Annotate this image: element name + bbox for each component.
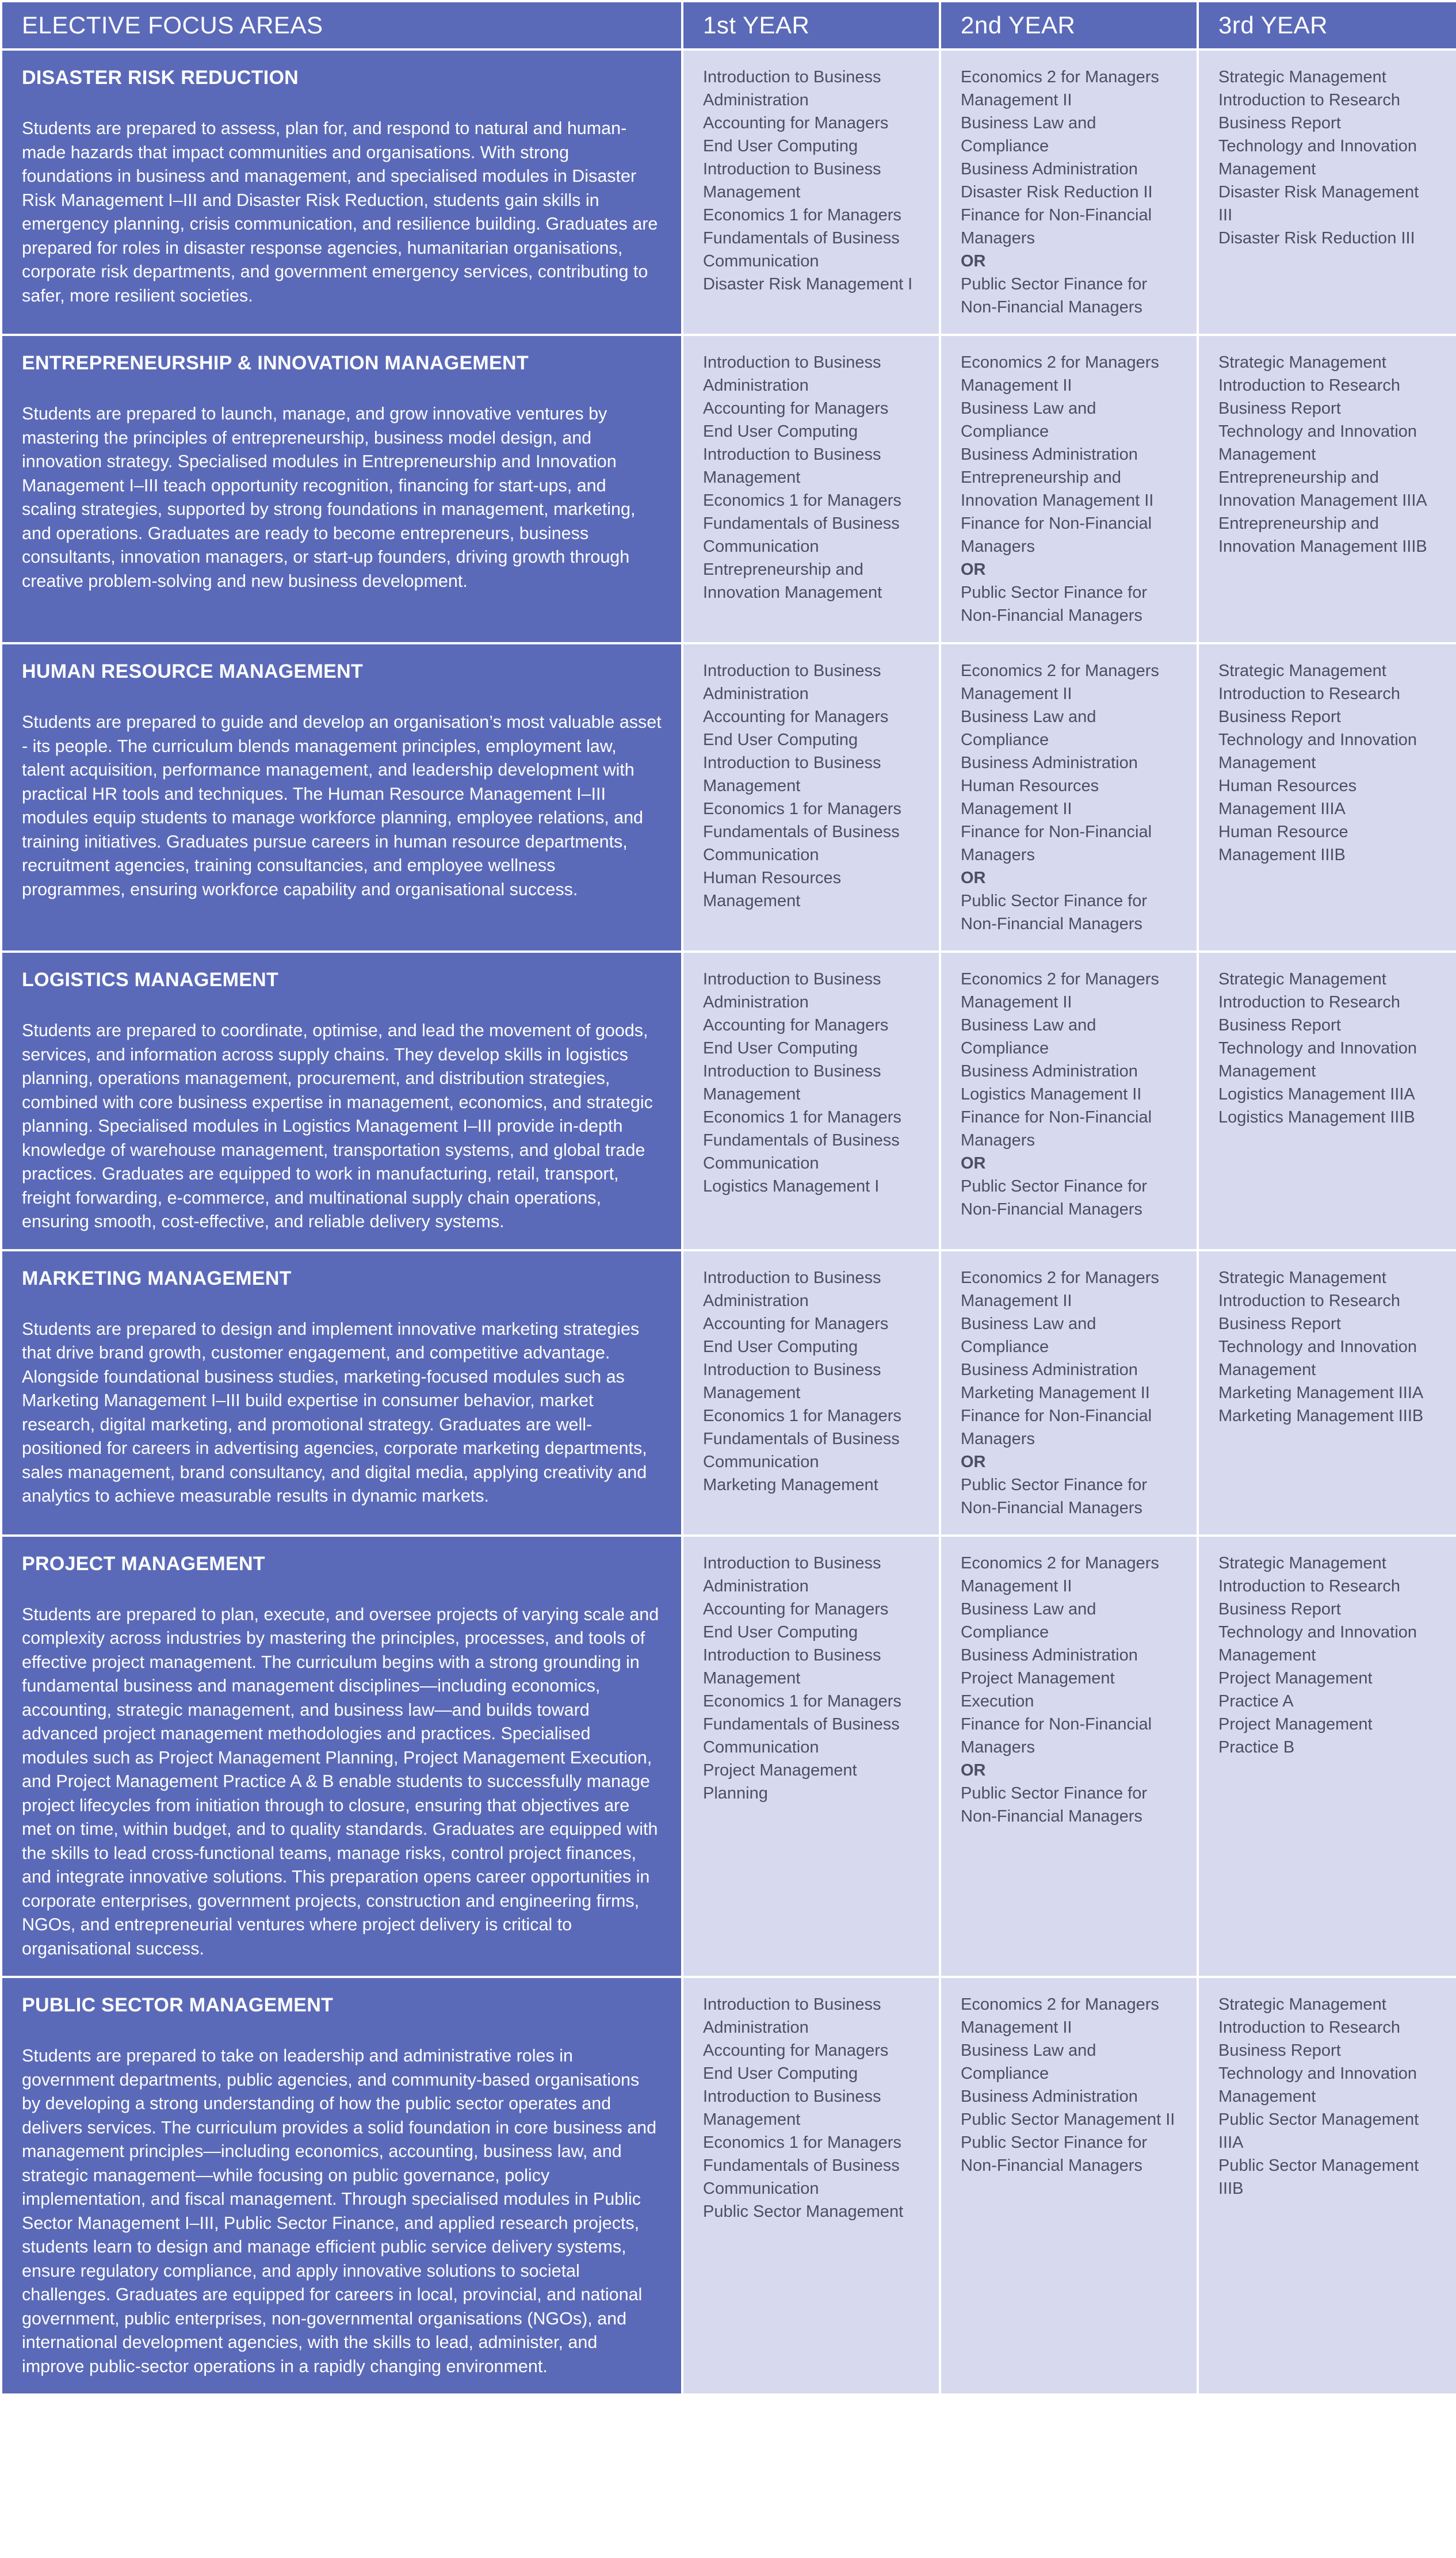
- module-item: Business Administration: [961, 754, 1138, 772]
- module-item: Economics 2 for Managers: [961, 970, 1159, 988]
- module-item: Technology and Innovation Management: [1218, 731, 1417, 772]
- module-item: Public Sector Finance for Non-Financial Managers: [961, 1475, 1147, 1517]
- focus-area-cell-logistics-management: [2, 953, 681, 1249]
- module-list: [703, 66, 919, 296]
- module-item: Fundamentals of Business Communication: [703, 1715, 900, 1757]
- module-item: Logistics Management IIIB: [1218, 1108, 1415, 1127]
- focus-area-title: ENTREPRENEURSHIP & INNOVATION MANAGEMENT: [22, 352, 529, 374]
- module-item: Logistics Management II: [961, 1085, 1142, 1104]
- module-item: Business Law and Compliance: [961, 1016, 1096, 1057]
- module-item: Project Management Execution: [961, 1669, 1115, 1711]
- module-item: Logistics Management IIIA: [1218, 1085, 1415, 1104]
- module-item: Public Sector Finance for Non-Financial Managers: [961, 1177, 1147, 1219]
- module-item: Disaster Risk Reduction III: [1218, 229, 1415, 247]
- module-item: Entrepreneurship and Innovation Management IIIB: [1218, 514, 1427, 556]
- module-item: Marketing Management IIIB: [1218, 1406, 1424, 1425]
- module-item: Accounting for Managers: [703, 1016, 889, 1034]
- module-item: Introduction to Research: [1218, 376, 1400, 395]
- module-list: [703, 1993, 919, 2223]
- module-item: Fundamentals of Business Communication: [703, 1429, 900, 1471]
- module-item: Strategic Management: [1218, 662, 1386, 680]
- module-item: Economics 2 for Managers: [961, 353, 1159, 372]
- focus-area-title: LOGISTICS MANAGEMENT: [22, 969, 279, 991]
- module-item: End User Computing: [703, 731, 858, 749]
- module-item: Introduction to Research: [1218, 91, 1400, 109]
- focus-area-cell-marketing-management: [2, 1251, 681, 1534]
- module-item: Human Resources Management: [703, 869, 842, 910]
- module-item: Economics 1 for Managers: [703, 1692, 901, 1711]
- table-row: [2, 953, 1456, 1249]
- module-list: [1218, 1266, 1436, 1427]
- module-item: Fundamentals of Business Communication: [703, 823, 900, 864]
- module-item: Disaster Risk Reduction II: [961, 183, 1153, 201]
- module-item: Entrepreneurship and Innovation Management IIIA: [1218, 468, 1427, 510]
- focus-area-description: Students are prepared to coordinate, optimise, and lead the movement of goods, services, and information across supply chains. They develop skills in logistics planning, operations management, procurement, and distribution strategies, combined with core business expertise in management, economics, and strategic planning. Specialised modules in Logistics Management I–III provide in-depth knowledge of warehouse management, transportation systems, and global trade practices. Graduates are equipped to work in manufacturing, retail, transport, freight forwarding, e-commerce, and multinational supply chain operations, ensuring smooth, cost-effective, and reliable delivery systems.: [22, 1021, 653, 1231]
- module-list: [1218, 1552, 1436, 1759]
- module-item: Fundamentals of Business Communication: [703, 1131, 900, 1173]
- module-list: [1218, 66, 1436, 250]
- focus-area-cell-disaster-risk-reduction: [2, 51, 681, 334]
- module-list: [961, 66, 1177, 319]
- module-item: Introduction to Business Management: [703, 1360, 881, 1402]
- module-item: Public Sector Finance for Non-Financial Managers: [961, 892, 1147, 933]
- module-item: End User Computing: [703, 2064, 858, 2083]
- module-item: Finance for Non-Financial Managers: [961, 1406, 1152, 1448]
- module-item: Introduction to Business Administration: [703, 970, 881, 1011]
- focus-area-cell-human-resource-management: [2, 644, 681, 950]
- module-item: Strategic Management: [1218, 970, 1386, 988]
- module-item: Fundamentals of Business Communication: [703, 229, 900, 270]
- table-row: [2, 1251, 1456, 1534]
- module-item: Introduction to Business Management: [703, 160, 881, 201]
- module-item: Disaster Risk Management III: [1218, 183, 1419, 224]
- module-list: [703, 968, 919, 1198]
- module-item: Accounting for Managers: [703, 708, 889, 726]
- module-item: Introduction to Business Administration: [703, 68, 881, 109]
- module-list: [1218, 1993, 1436, 2200]
- module-list: [1218, 968, 1436, 1129]
- module-item: Accounting for Managers: [703, 114, 889, 132]
- module-item: Human Resources Management II: [961, 777, 1099, 818]
- year-1-modules-cell: [683, 51, 939, 334]
- module-item: Public Sector Finance for Non-Financial Managers: [961, 275, 1147, 316]
- module-list: [961, 1993, 1177, 2177]
- module-item: End User Computing: [703, 422, 858, 441]
- module-list: [703, 659, 919, 913]
- module-item: Human Resource Management IIIB: [1218, 823, 1348, 864]
- module-list: [1218, 659, 1436, 866]
- focus-area-description: Students are prepared to launch, manage, and grow innovative ventures by mastering the principles of entrepreneurship, business model design, and innovation strategy. Specialised modules in Entrepreneurship and Innovation Management I–III teach opportunity recognition, financing for start-ups, and scaling strategies, supported by strong foundations in management, marketing, and operations. Graduates are ready to become entrepreneurs, business consultants, innovation managers, or start-up founders, driving growth through creative problem-solving and new business development.: [22, 404, 636, 591]
- module-item: Finance for Non-Financial Managers: [961, 206, 1152, 247]
- module-list: [961, 968, 1177, 1221]
- module-item: Marketing Management IIIA: [1218, 1383, 1424, 1402]
- module-item: Business Law and Compliance: [961, 2041, 1096, 2083]
- table-row: [2, 51, 1456, 334]
- year-2-modules-cell: [941, 51, 1197, 334]
- year-3-modules-cell: [1199, 953, 1456, 1249]
- focus-area-cell-project-management: [2, 1537, 681, 1976]
- module-list: [961, 1266, 1177, 1519]
- module-item: Introduction to Business Management: [703, 445, 881, 487]
- module-item: Economics 1 for Managers: [703, 2133, 901, 2152]
- focus-area-description: Students are prepared to design and implement innovative marketing strategies that drive brand growth, customer engagement, and competitive advantage. Alongside foundational business studies, marketing-focused modules such as Marketing Management I–III build expertise in consumer behavior, market research, digital marketing, and promotional strategy. Graduates are well-positioned for careers in advertising agencies, corporate marketing departments, sales management, brand consultancy, and digital media, applying creativity and analytics to achieve measurable results in dynamic markets.: [22, 1319, 647, 1506]
- header-3rd-year: 3rd YEAR: [1199, 2, 1456, 48]
- module-item: Business Administration: [961, 1645, 1138, 1664]
- module-list: [703, 1552, 919, 1805]
- focus-area-description: Students are prepared to assess, plan for, and respond to natural and human-made hazards that impact communities and organisations. With strong foundations in business and management, and specialised modules in Disaster Risk Management I–III and Disaster Risk Reduction, students gain skills in emergency planning, crisis communication, and resilience building. Graduates are prepared for roles in disaster response agencies, humanitarian organisations, corporate risk departments, and government emergency services, contributing to safer, more resilient societies.: [22, 119, 658, 306]
- or-separator: OR: [961, 869, 986, 887]
- focus-area-description: Students are prepared to plan, execute, and oversee projects of varying scale and complexity across industries by mastering the principles, processes, and tools of effective project management. The curriculum begins with a strong grounding in fundamental business and management disciplines—including economics, accounting, strategic management, and business law—and builds toward advanced project management methodologies and practices. Specialised modules such as Project Management Planning, Project Management Execution, and Project Management Practice A & B enable students to successfully manage project lifecycles from initiation through to closure, ensuring that objectives are met on time, within budget, and to quality standards. Graduates are equipped with the skills to lead cross-functional teams, manage risks, control project finances, and integrate innovative solutions. This preparation opens career opportunities in corporate enterprises, government projects, construction and engineering firms, NGOs, and entrepreneurial ventures where project delivery is critical to organisational success.: [22, 1604, 659, 1958]
- module-item: Economics 2 for Managers: [961, 1268, 1159, 1287]
- focus-area-description: Students are prepared to guide and develop an organisation’s most valuable asset - its people. The curriculum blends management principles, employment law, talent acquisition, performance management, and leadership development with practical HR tools and techniques. The Human Resource Management I–III modules equip students to manage workforce planning, employee relations, and training initiatives. Graduates pursue careers in human resource departments, recruitment agencies, training consultancies, and employee wellness programmes, ensuring workforce capability and organisational success.: [22, 712, 662, 899]
- module-item: Finance for Non-Financial Managers: [961, 514, 1152, 556]
- module-item: Business Report: [1218, 1599, 1341, 1618]
- module-item: Project Management Practice B: [1218, 1715, 1373, 1757]
- module-item: Management II: [961, 91, 1072, 109]
- or-separator: OR: [961, 1154, 986, 1173]
- module-item: End User Computing: [703, 1622, 858, 1641]
- module-item: Business Administration: [961, 1360, 1138, 1379]
- module-item: Introduction to Business Administration: [703, 353, 881, 395]
- module-item: Public Sector Management: [703, 2202, 904, 2221]
- module-item: Business Report: [1218, 2041, 1341, 2060]
- module-item: Business Report: [1218, 114, 1341, 132]
- year-2-modules-cell: [941, 644, 1197, 950]
- module-item: Economics 2 for Managers: [961, 1995, 1159, 2014]
- year-2-modules-cell: [941, 1978, 1197, 2393]
- year-3-modules-cell: [1199, 1537, 1456, 1976]
- module-item: Accounting for Managers: [703, 1314, 889, 1333]
- module-item: Economics 2 for Managers: [961, 1553, 1159, 1572]
- module-item: Management II: [961, 376, 1072, 395]
- module-item: Marketing Management II: [961, 1383, 1150, 1402]
- module-item: Introduction to Business Management: [703, 1062, 881, 1104]
- module-item: Business Law and Compliance: [961, 708, 1096, 749]
- module-item: Disaster Risk Management I: [703, 275, 913, 293]
- focus-area-title: DISASTER RISK REDUCTION: [22, 67, 299, 89]
- or-separator: OR: [961, 560, 986, 579]
- module-list: [961, 659, 1177, 936]
- module-item: Project Management Practice A: [1218, 1669, 1373, 1711]
- module-item: Accounting for Managers: [703, 2041, 889, 2060]
- module-list: [1218, 351, 1436, 558]
- module-item: Strategic Management: [1218, 68, 1386, 86]
- focus-area-title: HUMAN RESOURCE MANAGEMENT: [22, 661, 364, 682]
- module-item: Management II: [961, 1576, 1072, 1595]
- year-2-modules-cell: [941, 1251, 1197, 1534]
- module-item: Logistics Management I: [703, 1177, 880, 1196]
- module-item: Economics 1 for Managers: [703, 800, 901, 818]
- module-item: Public Sector Finance for Non-Financial Managers: [961, 583, 1147, 625]
- module-item: Management II: [961, 685, 1072, 703]
- module-item: Finance for Non-Financial Managers: [961, 1715, 1152, 1757]
- module-list: [703, 1266, 919, 1496]
- module-list: [961, 351, 1177, 627]
- year-1-modules-cell: [683, 1978, 939, 2393]
- module-item: Technology and Innovation Management: [1218, 1039, 1417, 1081]
- module-item: Economics 2 for Managers: [961, 662, 1159, 680]
- module-item: Business Law and Compliance: [961, 1599, 1096, 1641]
- table-row: [2, 1978, 1456, 2393]
- module-item: Business Administration: [961, 445, 1138, 464]
- module-item: Business Report: [1218, 399, 1341, 418]
- or-separator: OR: [961, 1452, 986, 1471]
- module-item: Introduction to Business Management: [703, 1645, 881, 1687]
- module-item: Strategic Management: [1218, 1553, 1386, 1572]
- module-item: Business Administration: [961, 1062, 1138, 1081]
- focus-area-description: Students are prepared to take on leadership and administrative roles in government departments, public agencies, and community-based organisations by developing a strong understanding of how the public sector operates and delivers services. The curriculum provides a solid foundation in core business and management principles—including economics, accounting, business law, and strategic management—while focusing on public governance, policy implementation, and fiscal management. Through specialised modules in Public Sector Management I–III, Public Sector Finance, and applied research projects, students learn to design and manage efficient public service delivery systems, ensure regulatory compliance, and apply innovative solutions to societal challenges. Graduates are equipped for careers in local, provincial, and national government, public enterprises, non-governmental organisations (NGOs), and international development agencies, with the skills to lead, administer, and improve public-sector operations in a rapidly changing environment.: [22, 2046, 657, 2376]
- module-item: Business Law and Compliance: [961, 114, 1096, 155]
- module-item: Strategic Management: [1218, 353, 1386, 372]
- module-item: Technology and Innovation Management: [1218, 422, 1417, 464]
- focus-area-title: PUBLIC SECTOR MANAGEMENT: [22, 1994, 334, 2016]
- year-3-modules-cell: [1199, 1978, 1456, 2393]
- year-3-modules-cell: [1199, 644, 1456, 950]
- module-item: Introduction to Research: [1218, 1291, 1400, 1310]
- module-item: Public Sector Management IIIA: [1218, 2110, 1419, 2152]
- module-item: Business Law and Compliance: [961, 1314, 1096, 1356]
- table-row: [2, 336, 1456, 642]
- module-item: Business Law and Compliance: [961, 399, 1096, 441]
- module-item: Economics 2 for Managers: [961, 68, 1159, 86]
- or-separator: OR: [961, 1761, 986, 1780]
- header-row: [2, 2, 1456, 48]
- module-item: Accounting for Managers: [703, 399, 889, 418]
- module-item: Business Report: [1218, 708, 1341, 726]
- module-item: Introduction to Business Management: [703, 2087, 881, 2129]
- year-3-modules-cell: [1199, 336, 1456, 642]
- module-item: Human Resources Management IIIA: [1218, 777, 1357, 818]
- module-item: Strategic Management: [1218, 1995, 1386, 2014]
- header-elective-focus-areas: ELECTIVE FOCUS AREAS: [2, 2, 681, 48]
- module-item: Economics 1 for Managers: [703, 1406, 901, 1425]
- module-item: Introduction to Business Administration: [703, 662, 881, 703]
- module-item: Business Report: [1218, 1016, 1341, 1034]
- module-item: Strategic Management: [1218, 1268, 1386, 1287]
- module-item: Management II: [961, 993, 1072, 1011]
- module-item: Public Sector Management II: [961, 2110, 1175, 2129]
- module-item: Business Administration: [961, 2087, 1138, 2106]
- header-2nd-year: 2nd YEAR: [941, 2, 1197, 48]
- module-item: Entrepreneurship and Innovation Management II: [961, 468, 1154, 510]
- module-list: [961, 1552, 1177, 1828]
- module-item: Accounting for Managers: [703, 1599, 889, 1618]
- module-item: Finance for Non-Financial Managers: [961, 823, 1152, 864]
- year-1-modules-cell: [683, 644, 939, 950]
- module-item: Introduction to Business Administration: [703, 1268, 881, 1310]
- or-separator: OR: [961, 252, 986, 270]
- focus-area-cell-public-sector-management: [2, 1978, 681, 2393]
- module-item: Introduction to Business Management: [703, 754, 881, 795]
- module-item: Technology and Innovation Management: [1218, 137, 1417, 178]
- year-3-modules-cell: [1199, 51, 1456, 334]
- year-3-modules-cell: [1199, 1251, 1456, 1534]
- module-item: Economics 1 for Managers: [703, 1108, 901, 1127]
- year-1-modules-cell: [683, 336, 939, 642]
- module-item: Introduction to Research: [1218, 1576, 1400, 1595]
- module-item: Public Sector Finance for Non-Financial Managers: [961, 1784, 1147, 1826]
- module-item: Introduction to Research: [1218, 2018, 1400, 2037]
- module-item: Entrepreneurship and Innovation Management: [703, 560, 882, 602]
- module-item: Public Sector Management IIIB: [1218, 2156, 1419, 2198]
- module-item: Economics 1 for Managers: [703, 206, 901, 224]
- year-2-modules-cell: [941, 1537, 1197, 1976]
- module-item: Finance for Non-Financial Managers: [961, 1108, 1152, 1150]
- table-row: [2, 644, 1456, 950]
- module-item: Business Administration: [961, 160, 1138, 178]
- focus-area-cell-entrepreneurship-innovation-management: [2, 336, 681, 642]
- module-item: Fundamentals of Business Communication: [703, 2156, 900, 2198]
- module-item: Management II: [961, 2018, 1072, 2037]
- module-item: Economics 1 for Managers: [703, 491, 901, 510]
- year-1-modules-cell: [683, 1537, 939, 1976]
- module-item: Introduction to Research: [1218, 993, 1400, 1011]
- module-item: End User Computing: [703, 1039, 858, 1057]
- module-item: End User Computing: [703, 1337, 858, 1356]
- module-item: Management II: [961, 1291, 1072, 1310]
- module-list: [703, 351, 919, 604]
- module-item: Business Report: [1218, 1314, 1341, 1333]
- module-item: Introduction to Research: [1218, 685, 1400, 703]
- focus-area-title: PROJECT MANAGEMENT: [22, 1552, 265, 1575]
- module-item: Marketing Management: [703, 1475, 878, 1494]
- module-item: Introduction to Business Administration: [703, 1553, 881, 1595]
- module-item: Technology and Innovation Management: [1218, 1337, 1417, 1379]
- year-2-modules-cell: [941, 953, 1197, 1249]
- module-item: Public Sector Finance for Non-Financial Managers: [961, 2133, 1147, 2175]
- module-item: Fundamentals of Business Communication: [703, 514, 900, 556]
- module-item: Technology and Innovation Management: [1218, 1622, 1417, 1664]
- header-1st-year: 1st YEAR: [683, 2, 939, 48]
- module-item: Introduction to Business Administration: [703, 1995, 881, 2037]
- module-item: Technology and Innovation Management: [1218, 2064, 1417, 2106]
- module-item: Project Management Planning: [703, 1761, 857, 1803]
- year-2-modules-cell: [941, 336, 1197, 642]
- year-1-modules-cell: [683, 1251, 939, 1534]
- module-item: End User Computing: [703, 137, 858, 155]
- year-1-modules-cell: [683, 953, 939, 1249]
- focus-area-title: MARKETING MANAGEMENT: [22, 1267, 292, 1289]
- table-row: [2, 1537, 1456, 1976]
